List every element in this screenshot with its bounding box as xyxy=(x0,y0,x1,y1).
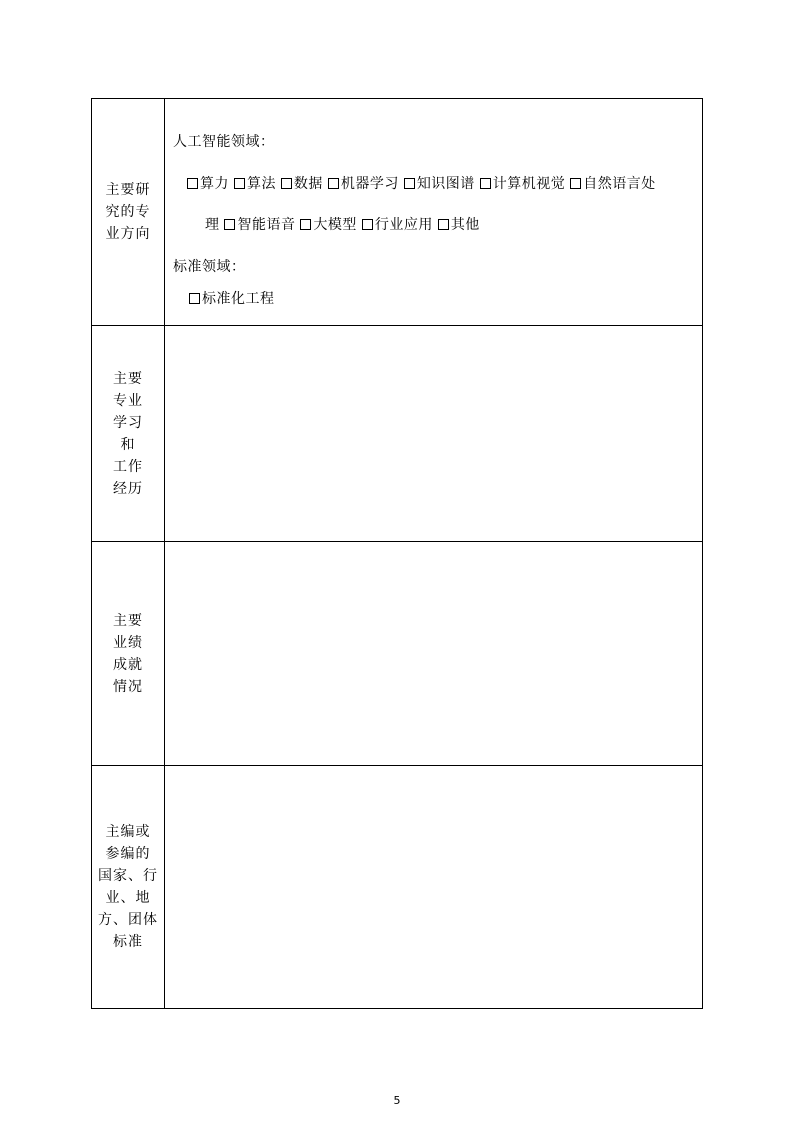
form-table xyxy=(91,98,703,1009)
option-machine-learning[interactable]: 机器学习 xyxy=(328,173,399,193)
option-industry-application[interactable]: 行业应用 xyxy=(362,214,433,234)
checkbox-icon[interactable] xyxy=(362,219,373,230)
nlp-continuation: 理 xyxy=(205,217,220,233)
row-standards xyxy=(92,766,702,1008)
label-cell-standards xyxy=(92,766,165,1008)
label-research-direction: 主要研 究的专 业方向 xyxy=(105,182,151,242)
checkbox-icon[interactable] xyxy=(189,293,200,304)
label-achievements: 主要 业绩 成就 情况 xyxy=(113,612,143,695)
label-cell-experience xyxy=(92,326,165,541)
ai-domain-heading: 人工智能领域： xyxy=(173,134,275,150)
option-computer-vision[interactable]: 计算机视觉 xyxy=(480,173,566,193)
standard-domain-heading: 标准领域： xyxy=(173,259,246,275)
checkbox-icon[interactable] xyxy=(300,219,311,230)
option-large-model[interactable]: 大模型 xyxy=(300,214,357,234)
option-standardization-engineering[interactable]: 标准化工程 xyxy=(189,288,275,308)
label-cell-research-direction xyxy=(92,99,165,325)
content-cell-research-direction xyxy=(165,99,702,325)
label-cell-achievements xyxy=(92,542,165,765)
checkbox-icon[interactable] xyxy=(570,178,581,189)
content-cell-experience[interactable] xyxy=(165,326,702,541)
checkbox-icon[interactable] xyxy=(404,178,415,189)
content-cell-achievements[interactable] xyxy=(165,542,702,765)
option-other[interactable]: 其他 xyxy=(438,214,480,234)
content-cell-standards[interactable] xyxy=(165,766,702,1008)
ai-options-line-2 xyxy=(205,214,480,234)
checkbox-icon[interactable] xyxy=(438,219,449,230)
label-experience: 主要 专业 学习 和 工作 经历 xyxy=(113,370,143,497)
option-speech[interactable]: 智能语音 xyxy=(224,214,295,234)
label-standards: 主编或 参编的 国家、行 业、地 方、团体 标准 xyxy=(98,824,158,950)
standard-options-line xyxy=(189,288,275,308)
checkbox-icon[interactable] xyxy=(187,178,198,189)
row-experience xyxy=(92,326,702,542)
page-number: 5 xyxy=(393,1094,401,1107)
option-compute[interactable]: 算力 xyxy=(187,173,229,193)
checkbox-icon[interactable] xyxy=(224,219,235,230)
ai-options-line-1 xyxy=(187,173,656,193)
row-achievements xyxy=(92,542,702,766)
option-nlp[interactable]: 自然语言处 xyxy=(570,173,656,193)
option-knowledge-graph[interactable]: 知识图谱 xyxy=(404,173,475,193)
checkbox-icon[interactable] xyxy=(281,178,292,189)
row-research-direction xyxy=(92,99,702,326)
option-algorithm[interactable]: 算法 xyxy=(234,173,276,193)
checkbox-icon[interactable] xyxy=(480,178,491,189)
option-data[interactable]: 数据 xyxy=(281,173,323,193)
checkbox-icon[interactable] xyxy=(234,178,245,189)
checkbox-icon[interactable] xyxy=(328,178,339,189)
